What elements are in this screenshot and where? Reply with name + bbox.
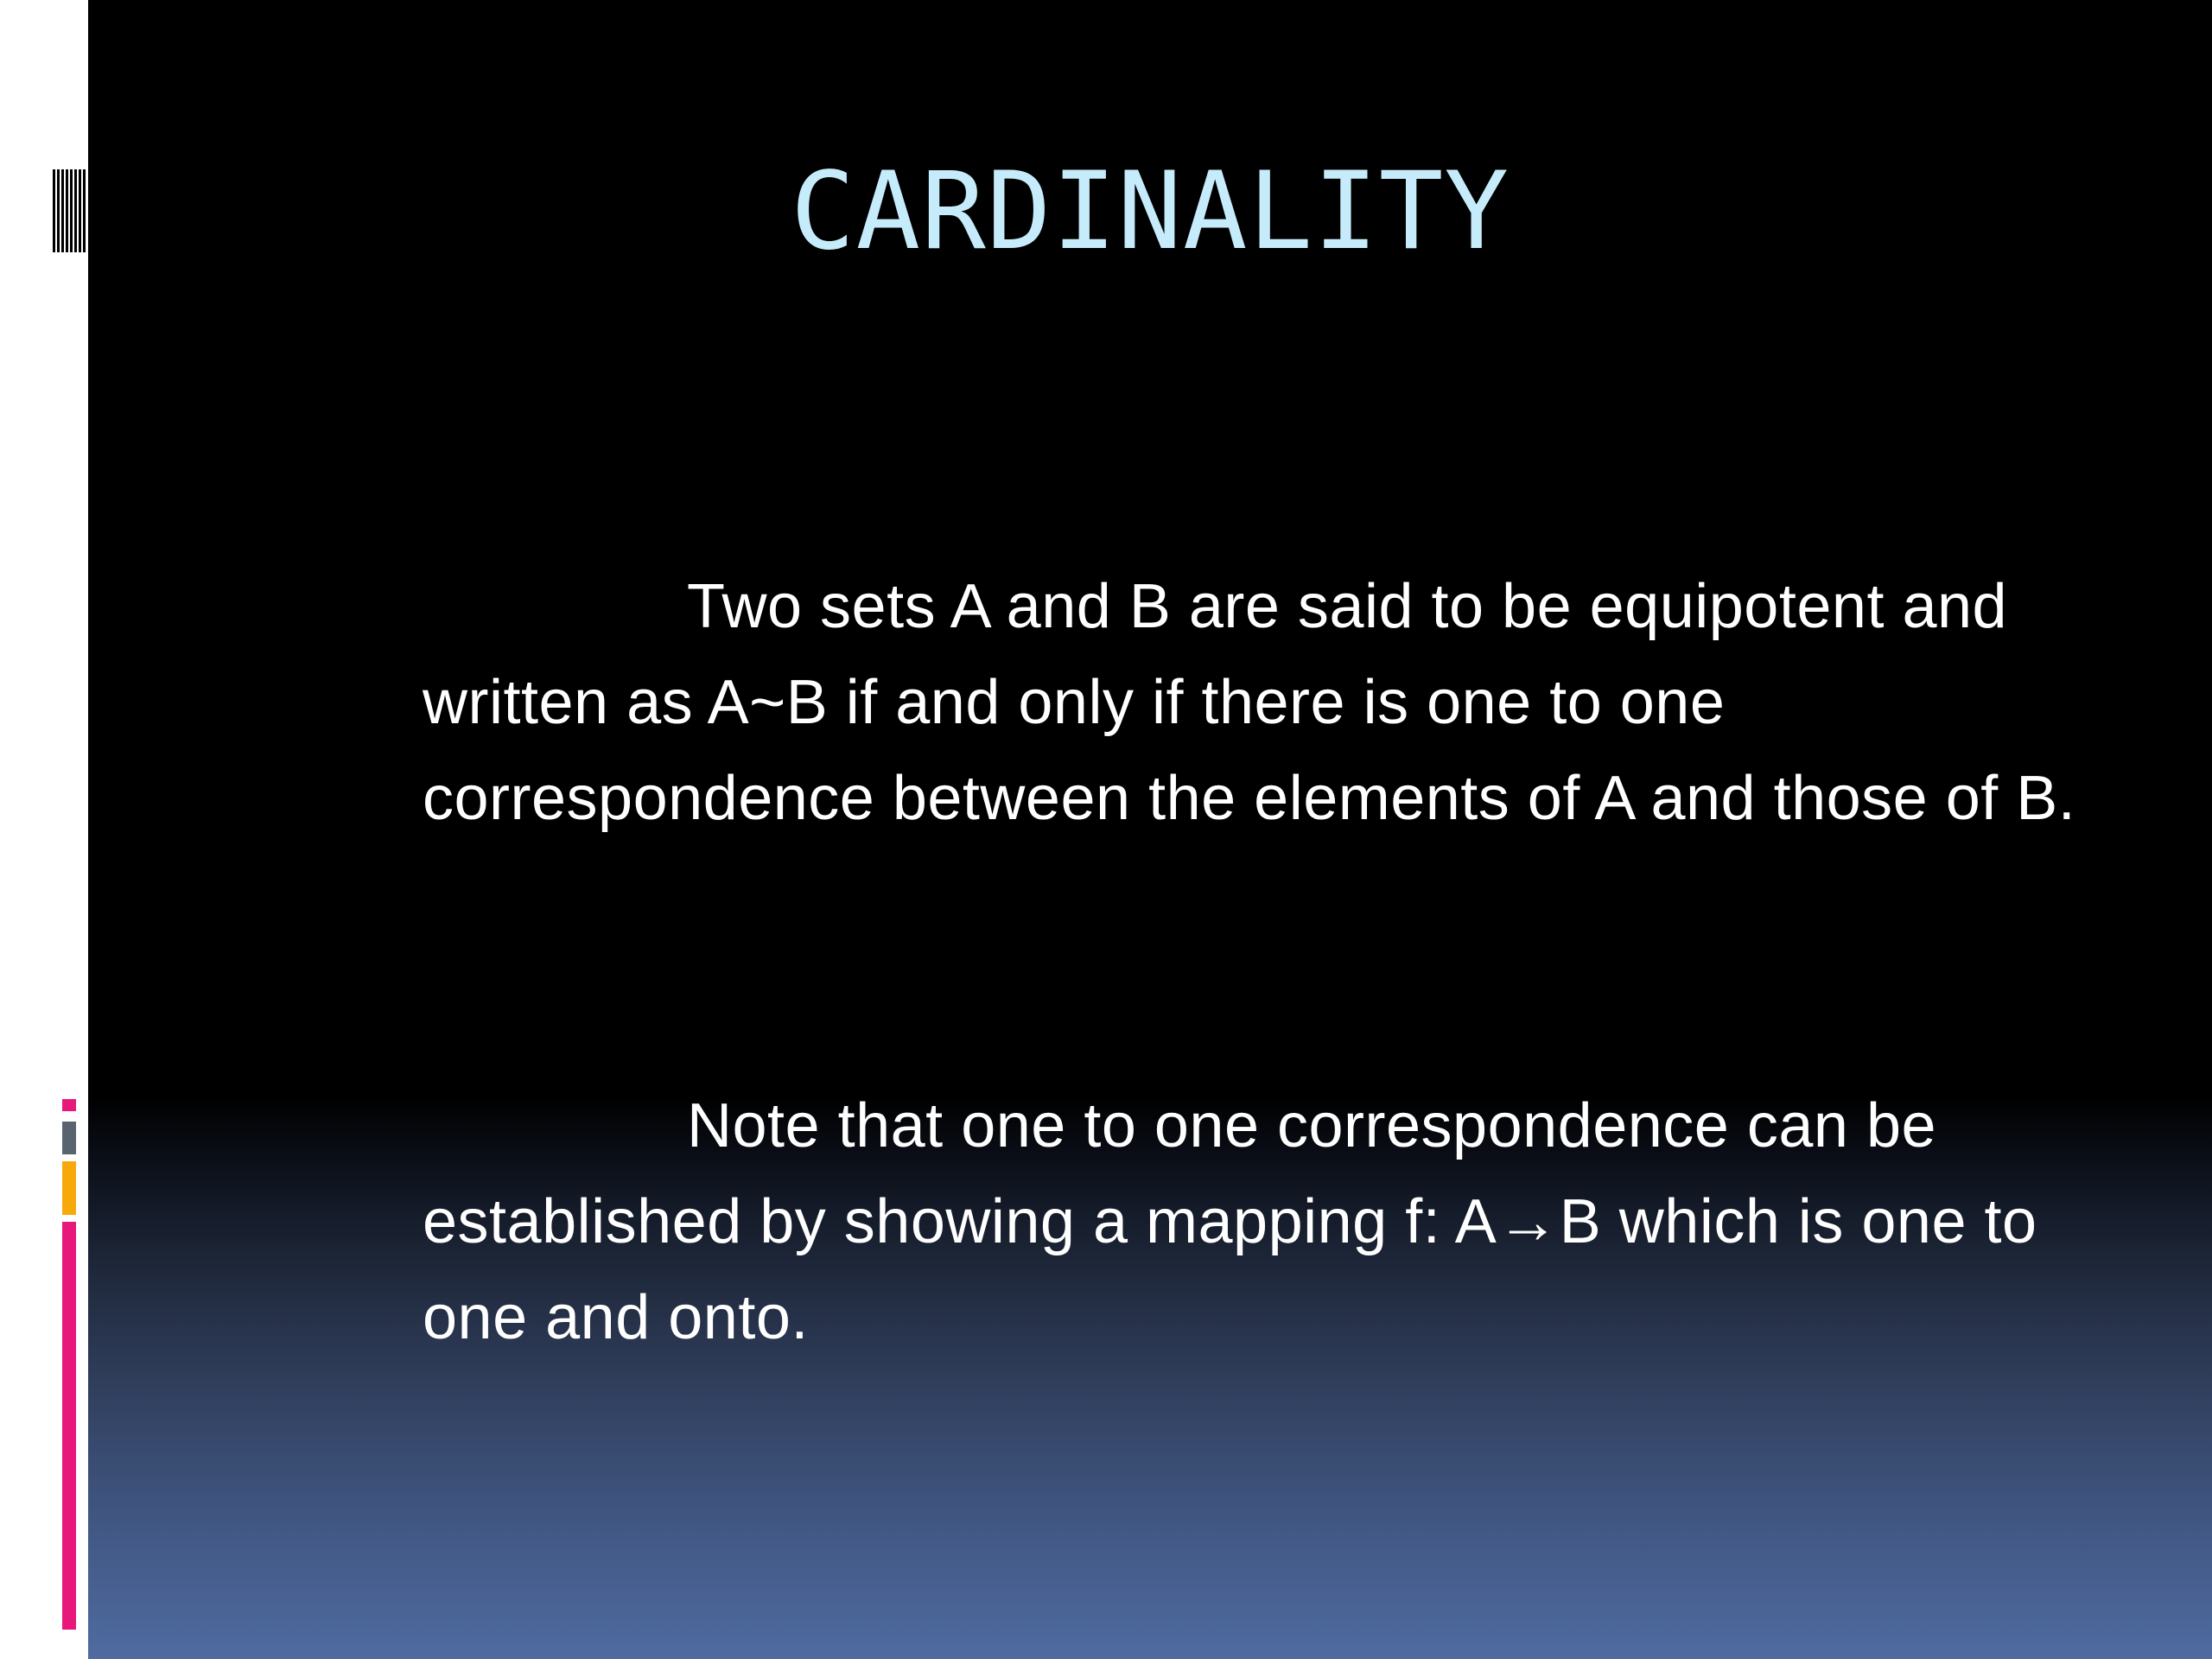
accent-pink-small — [62, 1099, 76, 1111]
decor-bar — [61, 169, 64, 252]
decor-bar — [74, 169, 77, 252]
decor-bar — [57, 169, 60, 252]
decor-bar — [66, 169, 68, 252]
decor-bar — [79, 169, 81, 252]
slide-title: CARDINALITY — [790, 149, 1510, 274]
accent-orange — [62, 1161, 76, 1215]
slide-paragraph: Note that one to one correspondence can be established by showing a mapping f: A→B which is one to one and onto. — [423, 1091, 2037, 1352]
decor-bar — [83, 169, 86, 252]
decor-bar — [70, 169, 73, 252]
accent-pink-tall — [62, 1222, 76, 1630]
slide-paragraph: Two sets A and B are said to be equipotent and written as A~B if and only if there is one to one correspondence between the elements of A and those of B. — [423, 572, 2076, 833]
slide — [88, 0, 2212, 1659]
accent-gray — [62, 1122, 76, 1154]
decor-bar — [53, 169, 55, 252]
